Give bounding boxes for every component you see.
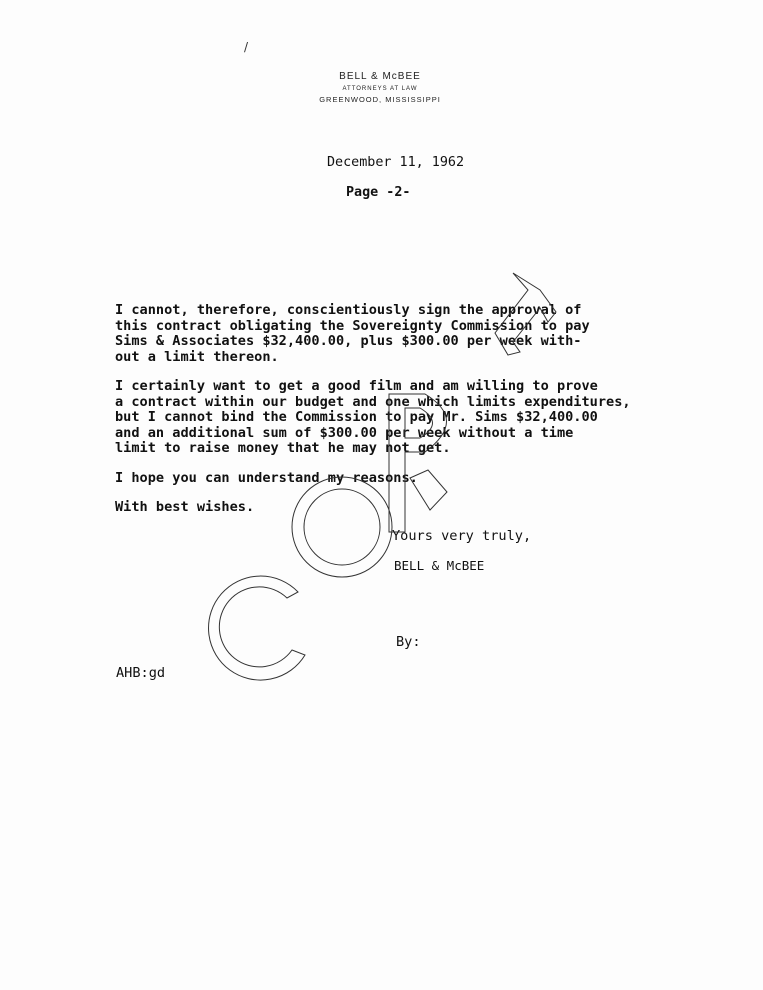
body-line: limit to raise money that he may not get. xyxy=(115,440,451,456)
typist-initials: AHB:gd xyxy=(116,665,166,681)
letterhead xyxy=(300,70,460,106)
letterhead-subtitle: ATTORNEYS AT LAW xyxy=(342,86,418,92)
signature-by-label: By: xyxy=(396,634,421,650)
body-line: and an additional sum of $300.00 per week without a time xyxy=(115,424,574,441)
letterhead-firm-name: BELL & McBEE xyxy=(339,71,421,82)
letter-date: December 11, 1962 xyxy=(327,155,465,170)
letter-body xyxy=(115,303,631,530)
body-line: I certainly want to get a good film and am willing to prove xyxy=(115,378,598,394)
closing-salutation: Yours very truly, xyxy=(392,528,532,544)
body-line: out a limit thereon. xyxy=(115,348,279,365)
body-line: Sims & Associates $32,400.00, plus $300.00 per week with- xyxy=(115,333,582,349)
closing-firm-name: BELL & McBEE xyxy=(394,558,485,573)
body-line: I hope you can understand my reasons. xyxy=(115,469,418,486)
paper-speck: / xyxy=(244,40,249,54)
body-line: this contract obligating the Sovereignty Commission to pay xyxy=(115,317,590,334)
body-line: With best wishes. xyxy=(115,499,255,515)
body-line: I cannot, therefore, conscientiously sign the approval of xyxy=(115,302,582,318)
letterhead-city: GREENWOOD, MISSISSIPPI xyxy=(319,95,441,104)
paragraph-1 xyxy=(115,303,631,365)
body-line: a contract within our budget and one which limits expenditures, xyxy=(115,393,631,410)
body-line: but I cannot bind the Commission to pay Mr. Sims $32,400.00 xyxy=(115,409,598,425)
page-number: Page -2- xyxy=(346,185,411,200)
paragraph-4 xyxy=(115,500,631,516)
paragraph-2 xyxy=(115,379,631,457)
stamp-letter-c-outline xyxy=(209,576,305,680)
paragraph-3 xyxy=(115,471,631,487)
